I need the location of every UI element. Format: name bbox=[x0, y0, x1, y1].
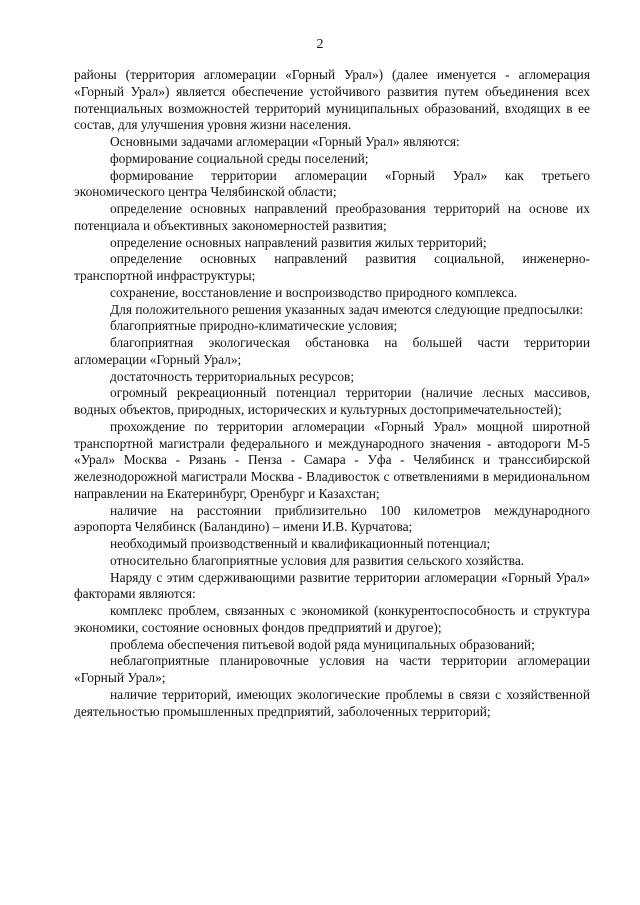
list-item: формирование территории агломерации «Горный Урал» как третьего экономического центра Челябинской области; bbox=[74, 167, 590, 200]
list-item: благоприятная экологическая обстановка на большей части территории агломерации «Горный Урал»; bbox=[74, 335, 590, 367]
list-item: сохранение, восстановление и воспроизводство природного комплекса. bbox=[110, 284, 518, 300]
paragraph-tasks-heading: Основными задачами агломерации «Горный Урал» являются: bbox=[110, 134, 460, 149]
list-item: огромный рекреационный потенциал территории (наличие лесных массивов, водных объектов, природных, исторических и культурных достопримечательностей); bbox=[74, 385, 590, 417]
list-item: необходимый производственный и квалификационный потенциал; bbox=[110, 536, 491, 551]
list-item: благоприятные природно-климатические условия; bbox=[110, 318, 398, 334]
paragraph-prerequisites-heading: Для положительного решения указанных задач имеются следующие предпосылки: bbox=[110, 301, 584, 317]
page-number: 2 bbox=[316, 37, 324, 52]
list-item: наличие территорий, имеющих экологические проблемы в связи с хозяйственной деятельностью промышленных предприятий, заболоченных территорий; bbox=[74, 686, 590, 719]
paragraph-intro: районы (территория агломерации «Горный Урал») (далее именуется - агломерация «Горный Урал») является обеспечение устойчивого развития путем объединения всех потенциальных возможностей территорий муниципальных образований, входящих в ее состав, для улучшения уровня жизни населения. bbox=[74, 67, 590, 133]
list-item: комплекс проблем, связанных с экономикой (конкурентоспособность и структура экономики, состояние основных фондов предприятий и другое); bbox=[74, 603, 590, 635]
list-item: наличие на расстоянии приблизительно 100 километров международного аэропорта Челябинск (Баландино) – имени И.В. Курчатова; bbox=[74, 502, 590, 535]
list-item: прохождение по территории агломерации «Горный Урал» мощной широтной транспортной магистрали федерального и международного значения - автодороги М-5 «Урал» Москва - Рязань - Пенза - Самара - Уфа - Челябинск и транссибирской железнодорожной магистрали Москва - Владивосток с ответвлениями в меридиональном направлении на Екатеринбург, Оренбург и Казахстан; bbox=[74, 418, 590, 501]
list-item: определение основных направлений развития социальной, инженерно-транспортной инфраструктуры; bbox=[74, 251, 590, 283]
list-item: формирование социальной среды поселений; bbox=[110, 150, 369, 166]
list-item: проблема обеспечения питьевой водой ряда муниципальных образований; bbox=[110, 636, 535, 652]
list-item: неблагоприятные планировочные условия на части территории агломерации «Горный Урал»; bbox=[74, 653, 590, 685]
list-item: определение основных направлений развития жилых территорий; bbox=[110, 234, 487, 250]
list-item: достаточность территориальных ресурсов; bbox=[110, 368, 355, 384]
list-item: определение основных направлений преобразования территорий на основе их потенциала и объективных закономерностей развития; bbox=[74, 201, 590, 233]
paragraph-constraints-heading: Наряду с этим сдерживающими развитие территории агломерации «Горный Урал» факторами являются: bbox=[74, 569, 590, 602]
body-text bbox=[74, 67, 590, 720]
list-item: относительно благоприятные условия для развития сельского хозяйства. bbox=[110, 552, 525, 568]
